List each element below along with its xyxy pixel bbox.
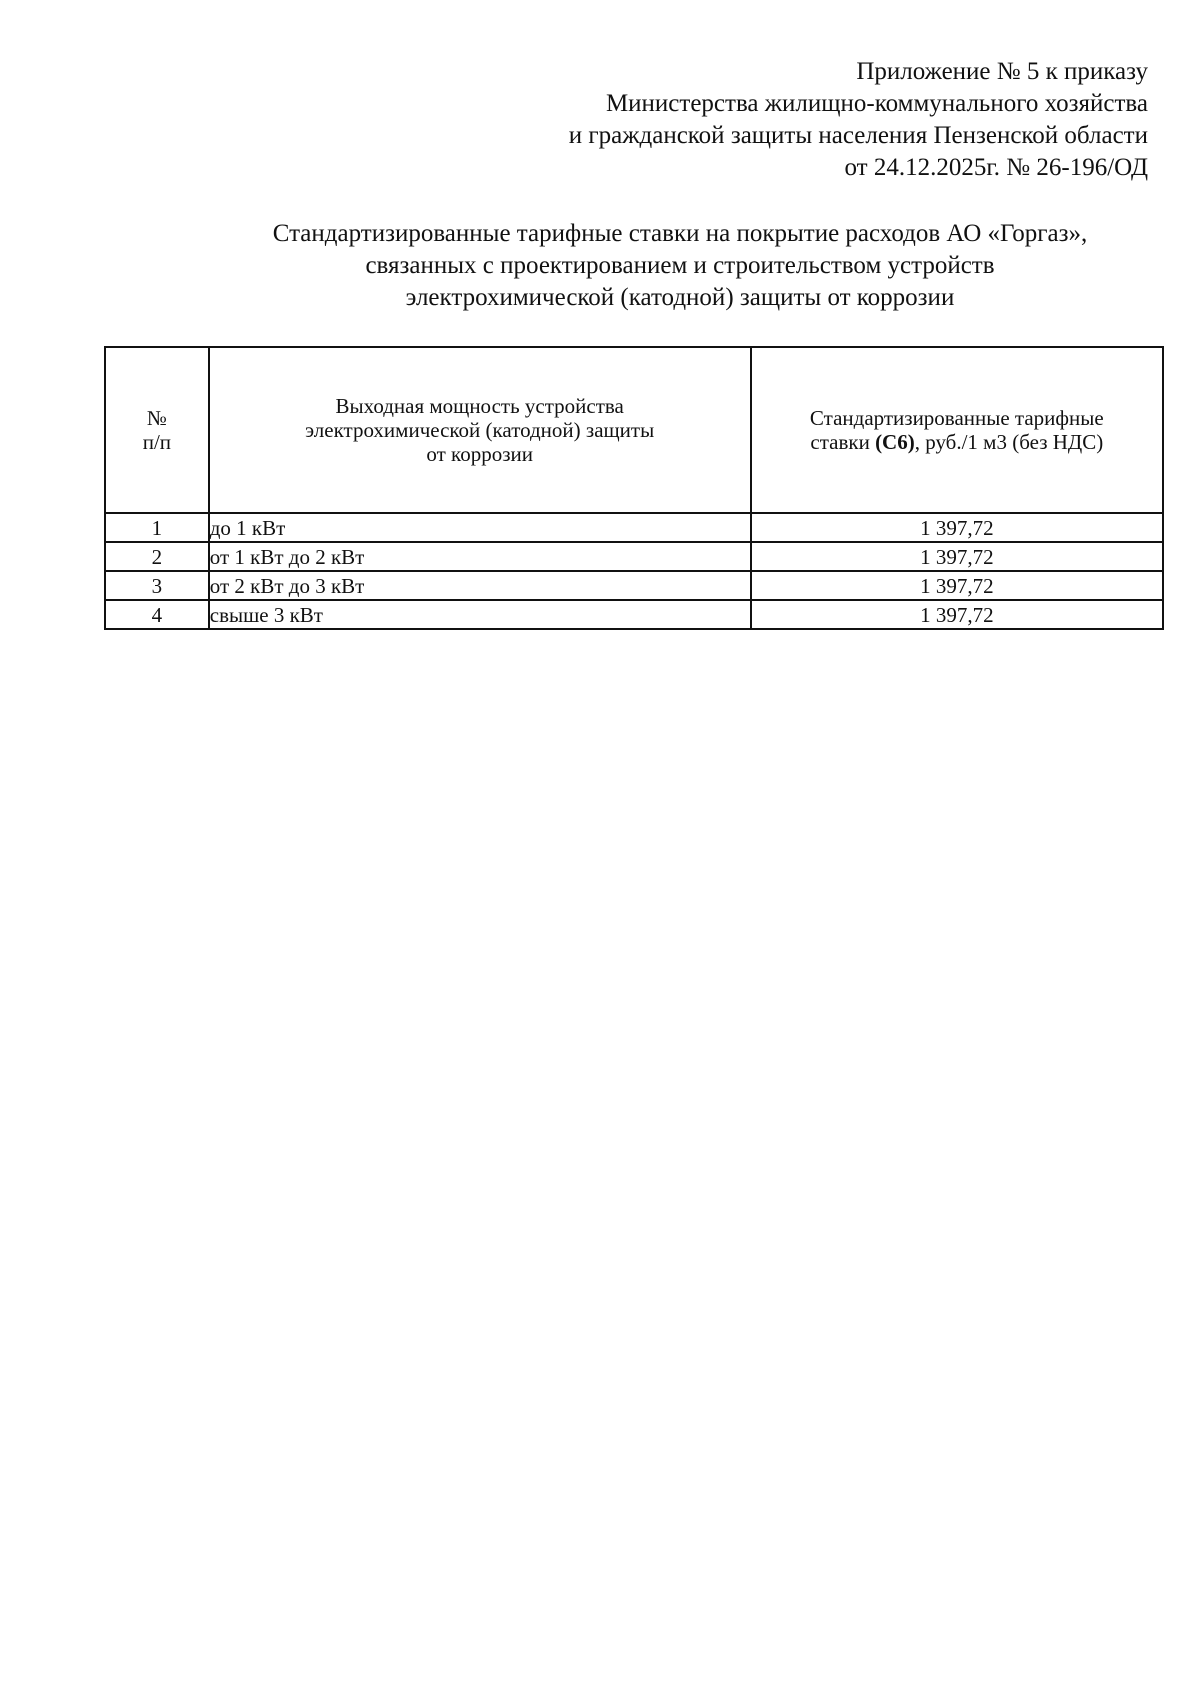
header-line: и гражданской защиты населения Пензенской области bbox=[568, 122, 1148, 149]
header-power-line: Выходная мощность устройства bbox=[335, 394, 624, 418]
table-header-row bbox=[105, 347, 1163, 513]
table-row bbox=[105, 542, 1163, 571]
tariff-table bbox=[104, 346, 1164, 630]
table-row bbox=[105, 513, 1163, 542]
row-power: свыше 3 кВт bbox=[209, 600, 751, 629]
header-num-line: № bbox=[146, 406, 167, 430]
title-line: Стандартизированные тарифные ставки на покрытие расходов АО «Горгаз», bbox=[272, 220, 1088, 247]
table-row bbox=[105, 571, 1163, 600]
title-line: электрохимической (катодной) защиты от коррозии bbox=[405, 284, 955, 311]
row-rate: 1 397,72 bbox=[751, 600, 1163, 629]
title-line: связанных с проектированием и строительством устройств bbox=[365, 252, 995, 279]
row-rate: 1 397,72 bbox=[751, 542, 1163, 571]
header-line: Приложение № 5 к приказу bbox=[856, 58, 1148, 85]
header-power-line: электрохимической (катодной) защиты bbox=[305, 418, 655, 442]
header-power bbox=[209, 347, 751, 513]
header-rate-line: Стандартизированные тарифные bbox=[809, 406, 1104, 430]
document-title bbox=[160, 218, 1200, 314]
header-num-line: п/п bbox=[142, 430, 172, 454]
header-power-line: от коррозии bbox=[426, 442, 533, 466]
row-num: 3 bbox=[105, 571, 209, 600]
table-row bbox=[105, 600, 1163, 629]
row-num: 1 bbox=[105, 513, 209, 542]
row-power: от 2 кВт до 3 кВт bbox=[209, 571, 751, 600]
row-num: 4 bbox=[105, 600, 209, 629]
row-num: 2 bbox=[105, 542, 209, 571]
row-power: до 1 кВт bbox=[209, 513, 751, 542]
row-rate: 1 397,72 bbox=[751, 571, 1163, 600]
header-line: от 24.12.2025г. № 26-196/ОД bbox=[844, 154, 1148, 181]
header-rate-line bbox=[752, 430, 1162, 454]
order-reference-header bbox=[569, 56, 1148, 184]
row-rate: 1 397,72 bbox=[751, 513, 1163, 542]
header-rate bbox=[751, 347, 1163, 513]
header-rate-code: (С6) bbox=[875, 430, 915, 454]
header-rate-post: , руб./1 м3 (без НДС) bbox=[914, 430, 1104, 454]
header-rate-pre: ставки bbox=[810, 430, 876, 454]
header-line: Министерства жилищно-коммунального хозяйства bbox=[605, 90, 1148, 117]
row-power: от 1 кВт до 2 кВт bbox=[209, 542, 751, 571]
header-num bbox=[105, 347, 209, 513]
